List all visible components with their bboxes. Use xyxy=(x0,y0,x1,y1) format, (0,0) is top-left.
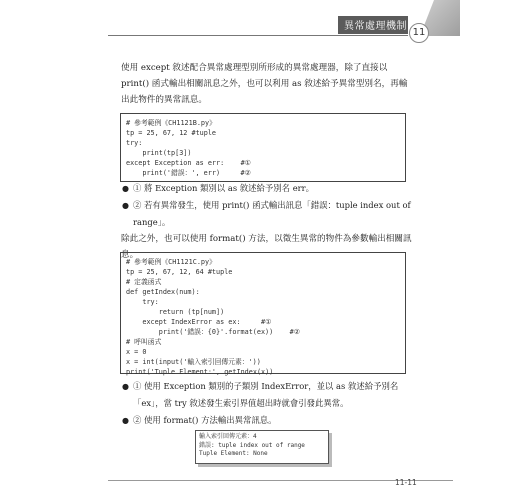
explanation-item-3 xyxy=(122,378,415,412)
console-output xyxy=(195,430,329,464)
code-line: def getIndex(num): xyxy=(126,288,200,296)
intro-paragraph: 使用 except 敘述配合異常處理型別所形成的異常處理器，除了直接以 print() 函式輸出相關訊息之外，也可以利用 as 敘述給予異常型別名，再輸出此物件的異常訊息。 xyxy=(121,63,408,105)
explanation-text: ② 若有異常發生，使用 print() 函式輸出訊息「錯誤：tuple index out of range」。 xyxy=(133,200,411,227)
code-line: print('錯誤：{0}'.format(ex)) #② xyxy=(126,328,300,336)
code-line: x = 0 xyxy=(126,348,147,356)
code-line: try: xyxy=(126,139,143,147)
code-line: try: xyxy=(126,298,159,306)
format-paragraph: 除此之外，也可以使用 format() 方法，以徵生異常的物件為參數輸出相關訊息。 xyxy=(121,234,412,260)
explanation-item-4 xyxy=(122,412,415,429)
explanation-text: ② 使用 format() 方法輸出異常訊息。 xyxy=(133,415,277,425)
explanation-text: ① 將 Exception 類別以 as 敘述給予別名 err。 xyxy=(133,183,315,193)
output-line: 輸入索引回傳元素：4 xyxy=(199,433,257,440)
header-rule xyxy=(108,35,408,36)
chapter-number-badge: 11 xyxy=(409,23,429,43)
explanation-text: ① 使用 Exception 類別的子類別 IndexError，並以 as 敘述給予別名「ex」，當 try 敘述發生索引界值超出時就會引發此異常。 xyxy=(133,381,399,408)
code-line: print('Tuple Element:', getIndex(x)) xyxy=(126,368,274,376)
code-line: print(tp[3]) xyxy=(126,149,192,157)
code-line: except IndexError as ex: #① xyxy=(126,318,272,326)
code-line: tp = 25, 67, 12, 64 #tuple xyxy=(126,268,233,276)
code-line: except Exception as err: #① xyxy=(126,159,251,167)
code-line: print('錯誤：', err) #② xyxy=(126,169,251,177)
bullet-icon: ● xyxy=(122,184,129,193)
code-line: # 參考範例《CH1121B.py》 xyxy=(126,119,216,127)
code-example-ch1121c xyxy=(120,252,406,374)
explanation-item-2 xyxy=(122,197,415,231)
code-line: # 參考範例《CH1121C.py》 xyxy=(126,258,216,266)
code-line: x = int(input('輸入索引回傳元素：')) xyxy=(126,358,261,366)
output-line: 錯誤: tuple index out of range xyxy=(199,441,305,449)
code-line: # 呼叫函式 xyxy=(126,338,162,346)
bullet-icon: ● xyxy=(122,382,129,391)
page-number: 11-11 xyxy=(395,478,417,487)
code-line: # 定義函式 xyxy=(126,278,162,286)
explanation-item-1 xyxy=(122,180,415,197)
bullet-icon: ● xyxy=(122,416,129,425)
output-line: Tuple Element: None xyxy=(199,450,268,457)
code-example-ch1121b xyxy=(120,113,406,182)
code-line: tp = 25, 67, 12 #tuple xyxy=(126,129,217,137)
code-line: return (tp[num]) xyxy=(126,308,225,316)
bullet-icon: ● xyxy=(122,201,129,210)
chapter-title: 異常處理機制 xyxy=(344,21,407,32)
